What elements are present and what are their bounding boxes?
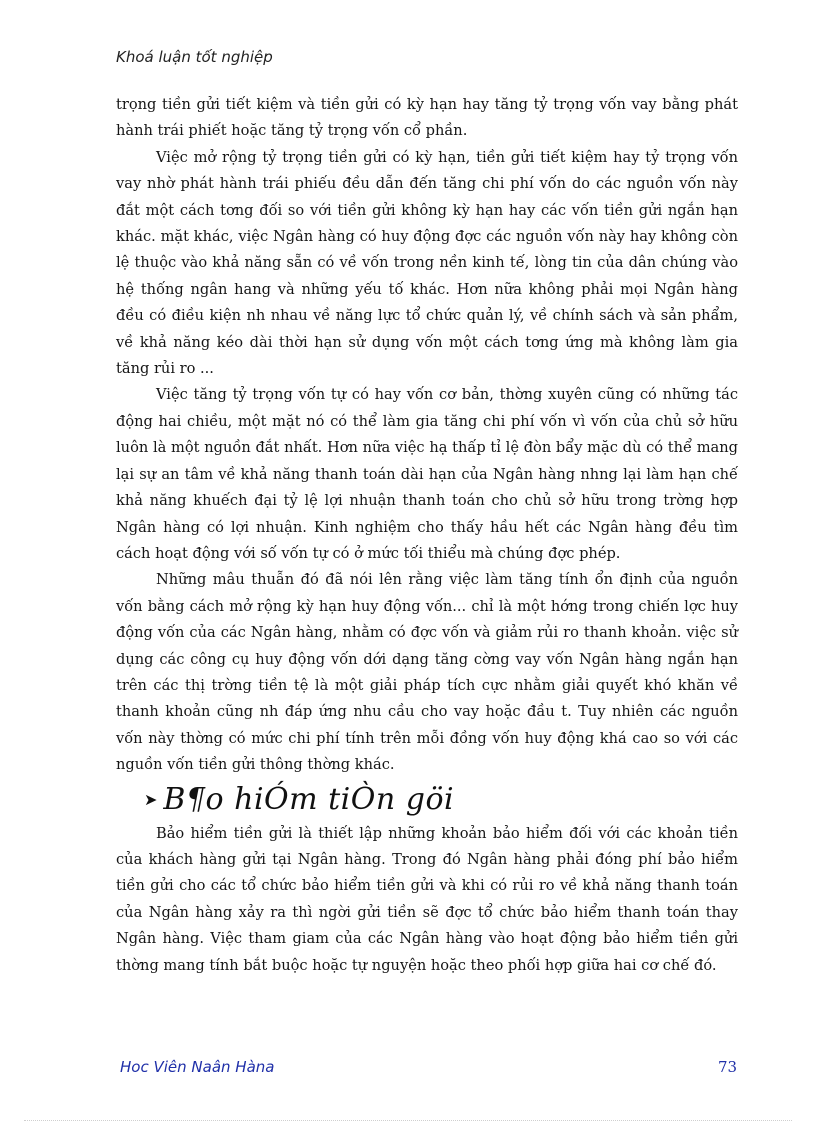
arrow-bullet-icon: ➤: [144, 790, 158, 810]
paragraph: Những mâu thuẫn đó đã nói lên rằng việc làm tăng tính ổn định của nguồn vốn bằng cách mở rộng kỳ hạn huy động vốn... chỉ là một hớng trong chiến lợc huy động vốn của các Ngân hàng, nhằm có đợc vốn và giảm rủi ro thanh khoản. việc sử dụng các công cụ huy động vốn dới dạng tăng cờng vay vốn Ngân hàng ngắn hạn trên các thị trờng tiền tệ là một giải pháp tích cực nhằm giải quyết khó khăn về thanh khoản cũng nh đáp ứng nhu cầu cho vay hoặc đầu t. Tuy nhiên các nguồn vốn này thờng có mức chi phí tính trên mỗi đồng vốn huy động khá cao so với các nguồn vốn tiền gửi thông thờng khác.: [116, 571, 738, 774]
page-number: 73: [718, 1058, 738, 1076]
paragraph: Việc tăng tỷ trọng vốn tự có hay vốn cơ bản, thờng xuyên cũng có những tác động hai chiều, một mặt nó có thể làm gia tăng chi phí vốn vì vốn của chủ sở hữu luôn là một nguồn đắt nhất. Hơn nữa việc hạ thấp tỉ lệ đòn bẩy mặc dù có thể mang lại sự an tâm về khả năng thanh toán dài hạn của Ngân hàng nhng lại làm hạn chế khả năng khuếch đại tỷ lệ lợi nhuận thanh toán cho chủ sở hữu trong trờng hợp Ngân hàng có lợi nhuận. Kinh nghiệm cho thấy hầu hết các Ngân hàng đều tìm cách hoạt động với số vốn tự có ở mức tối thiểu mà chúng đợc phép.: [116, 386, 738, 562]
document-body: [116, 92, 738, 979]
section-heading-text: B¶o hiÓm tiÒn göi: [163, 782, 455, 818]
footer-institution: Hoc Viên Naân Hàna: [120, 1058, 275, 1076]
paragraph: Bảo hiểm tiền gửi là thiết lập những khoản bảo hiểm đối với các khoản tiền của khách hàng gửi tại Ngân hàng. Trong đó Ngân hàng phải đóng phí bảo hiểm tiền gửi cho các tổ chức bảo hiểm tiền gửi và khi có rủi ro về khả năng thanh toán của Ngân hàng xảy ra thì ngời gửi tiền sẽ đợc tổ chức bảo hiểm thanh toán thay Ngân hàng. Việc tham giam của các Ngân hàng vào hoạt động bảo hiểm tiền gửi thờng mang tính bắt buộc hoặc tự nguyện hoặc theo phối hợp giữa hai cơ chế đó.: [116, 824, 738, 974]
section-heading: [144, 781, 738, 821]
paragraph: Việc mở rộng tỷ trọng tiền gửi có kỳ hạn, tiền gửi tiết kiệm hay tỷ trọng vốn vay nhờ phát hành trái phiếu đều dẫn đến tăng chi phí vốn do các nguồn vốn này đắt một cách tơng đối so với tiền gửi không kỳ hạn hay các vốn tiền gửi ngắn hạn khác. mặt khác, việc Ngân hàng có huy động đợc các nguồn vốn này hay không còn lệ thuộc vào khả năng sẵn có về vốn trong nền kinh tế, lòng tin của dân chúng vào hệ thống ngân hang và những yếu tố khác. Hơn nữa không phải mọi Ngân hàng đều có điều kiện nh nhau về năng lực tổ chức quản lý, về chính sách và sản phẩm, về khả năng kéo dài thời hạn sử dụng vốn một cách tơng ứng mà không làm gia tăng rủi ro ...: [116, 148, 738, 378]
page-bottom-rule: [24, 1120, 792, 1121]
paragraph-continuation: trọng tiền gửi tiết kiệm và tiền gửi có kỳ hạn hay tăng tỷ trọng vốn vay bằng phát hành trái phiết hoặc tăng tỷ trọng vốn cổ phần.: [116, 96, 738, 140]
running-header: Khoá luận tốt nghiệp: [116, 48, 273, 66]
